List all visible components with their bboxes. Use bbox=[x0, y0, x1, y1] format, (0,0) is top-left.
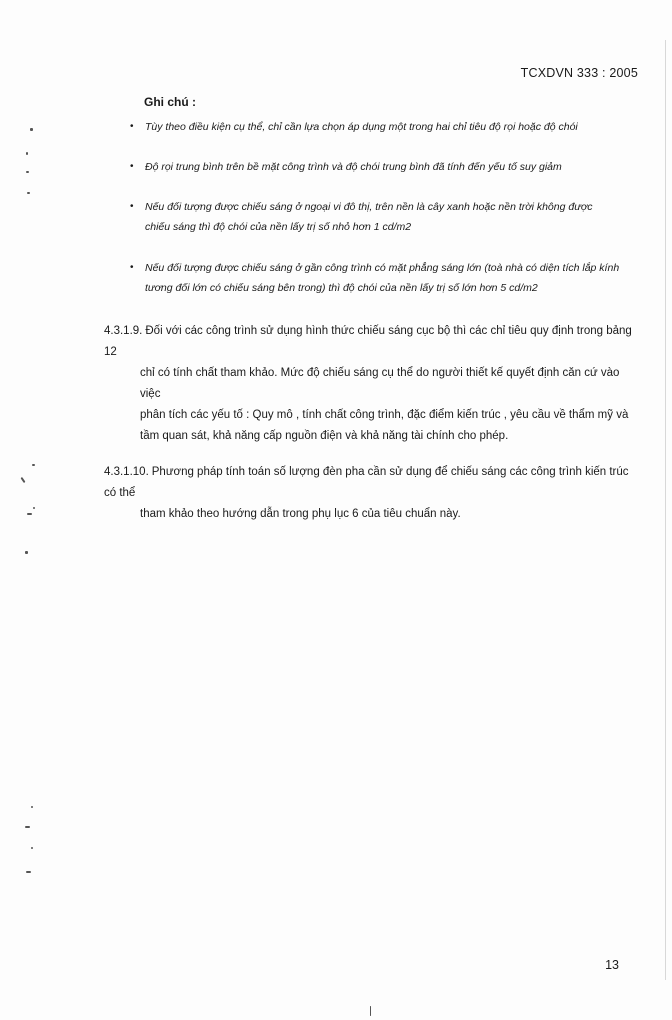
section-text-line: tham khảo theo hướng dẫn trong phụ lục 6 của tiêu chuẩn này. bbox=[140, 508, 461, 520]
document-code: TCXDVN 333 : 2005 bbox=[520, 66, 638, 80]
section-4-3-1-9 bbox=[104, 321, 639, 447]
note-text-line: Độ rọi trung bình trên bề mặt công trình và độ chói trung bình đã tính đến yếu tố suy giảm bbox=[145, 161, 562, 173]
scan-speck bbox=[32, 464, 35, 466]
scan-speck bbox=[26, 871, 31, 873]
scan-speck bbox=[27, 513, 32, 515]
scan-speck bbox=[33, 507, 35, 509]
notes-title: Ghi chú : bbox=[144, 95, 196, 109]
note-text-line: chiếu sáng thì độ chói của nền lấy trị số nhỏ hơn 1 cd/m2 bbox=[145, 221, 412, 233]
bullet-icon: • bbox=[130, 262, 134, 273]
note-text-line: tương đối lớn có chiếu sáng bên trong) thì độ chói của nền lấy trị số lớn hơn 5 cd/m2 bbox=[145, 282, 538, 294]
scan-speck bbox=[370, 1006, 371, 1016]
bullet-icon: • bbox=[130, 201, 134, 212]
section-text-line: tầm quan sát, khả năng cấp nguồn điện và khả năng tài chính cho phép. bbox=[140, 430, 509, 442]
section-text-line: Phương pháp tính toán số lượng đèn pha cần sử dụng để chiếu sáng các công trình kiến trúc có thể bbox=[104, 466, 629, 499]
note-text-line: Nếu đối tượng được chiếu sáng ở ngoại vi đô thị, trên nền là cây xanh hoặc nền trời không được bbox=[145, 201, 593, 213]
note-text-line: Tùy theo điều kiện cụ thể, chỉ cần lựa chọn áp dụng một trong hai chỉ tiêu độ rọi hoặc độ chói bbox=[145, 121, 578, 133]
bullet-icon: • bbox=[130, 161, 134, 172]
scan-speck bbox=[31, 806, 33, 808]
scan-speck bbox=[26, 152, 28, 155]
scan-speck bbox=[27, 192, 30, 194]
section-text-line: chỉ có tính chất tham khảo. Mức độ chiếu sáng cụ thể do người thiết kế quyết định căn cứ vào việc bbox=[140, 367, 620, 400]
note-item bbox=[130, 197, 630, 237]
section-4-3-1-10 bbox=[104, 462, 639, 525]
section-number: 4.3.1.9. bbox=[104, 325, 143, 337]
scan-speck bbox=[20, 477, 25, 483]
scan-speck bbox=[30, 128, 33, 131]
note-item bbox=[130, 258, 630, 298]
note-item bbox=[130, 157, 630, 177]
note-text-line: Nếu đối tượng được chiếu sáng ở gần công trình có mặt phẳng sáng lớn (toà nhà có diện tích lắp kính bbox=[145, 262, 620, 274]
scan-speck bbox=[31, 847, 33, 849]
scan-speck bbox=[25, 551, 28, 554]
page-number: 13 bbox=[605, 958, 619, 972]
section-text-line: Đối với các công trình sử dụng hình thức chiếu sáng cục bộ thì các chỉ tiêu quy định trong bảng 12 bbox=[104, 325, 632, 358]
note-item bbox=[130, 117, 630, 137]
section-text-line: phân tích các yếu tố : Quy mô , tính chất công trình, đặc điểm kiến trúc , yêu cầu về thẩm mỹ và bbox=[140, 409, 629, 421]
scan-speck bbox=[26, 171, 29, 173]
scan-edge-line bbox=[665, 40, 666, 980]
section-number: 4.3.1.10. bbox=[104, 466, 149, 478]
scan-speck bbox=[25, 826, 30, 828]
bullet-icon: • bbox=[130, 121, 134, 132]
